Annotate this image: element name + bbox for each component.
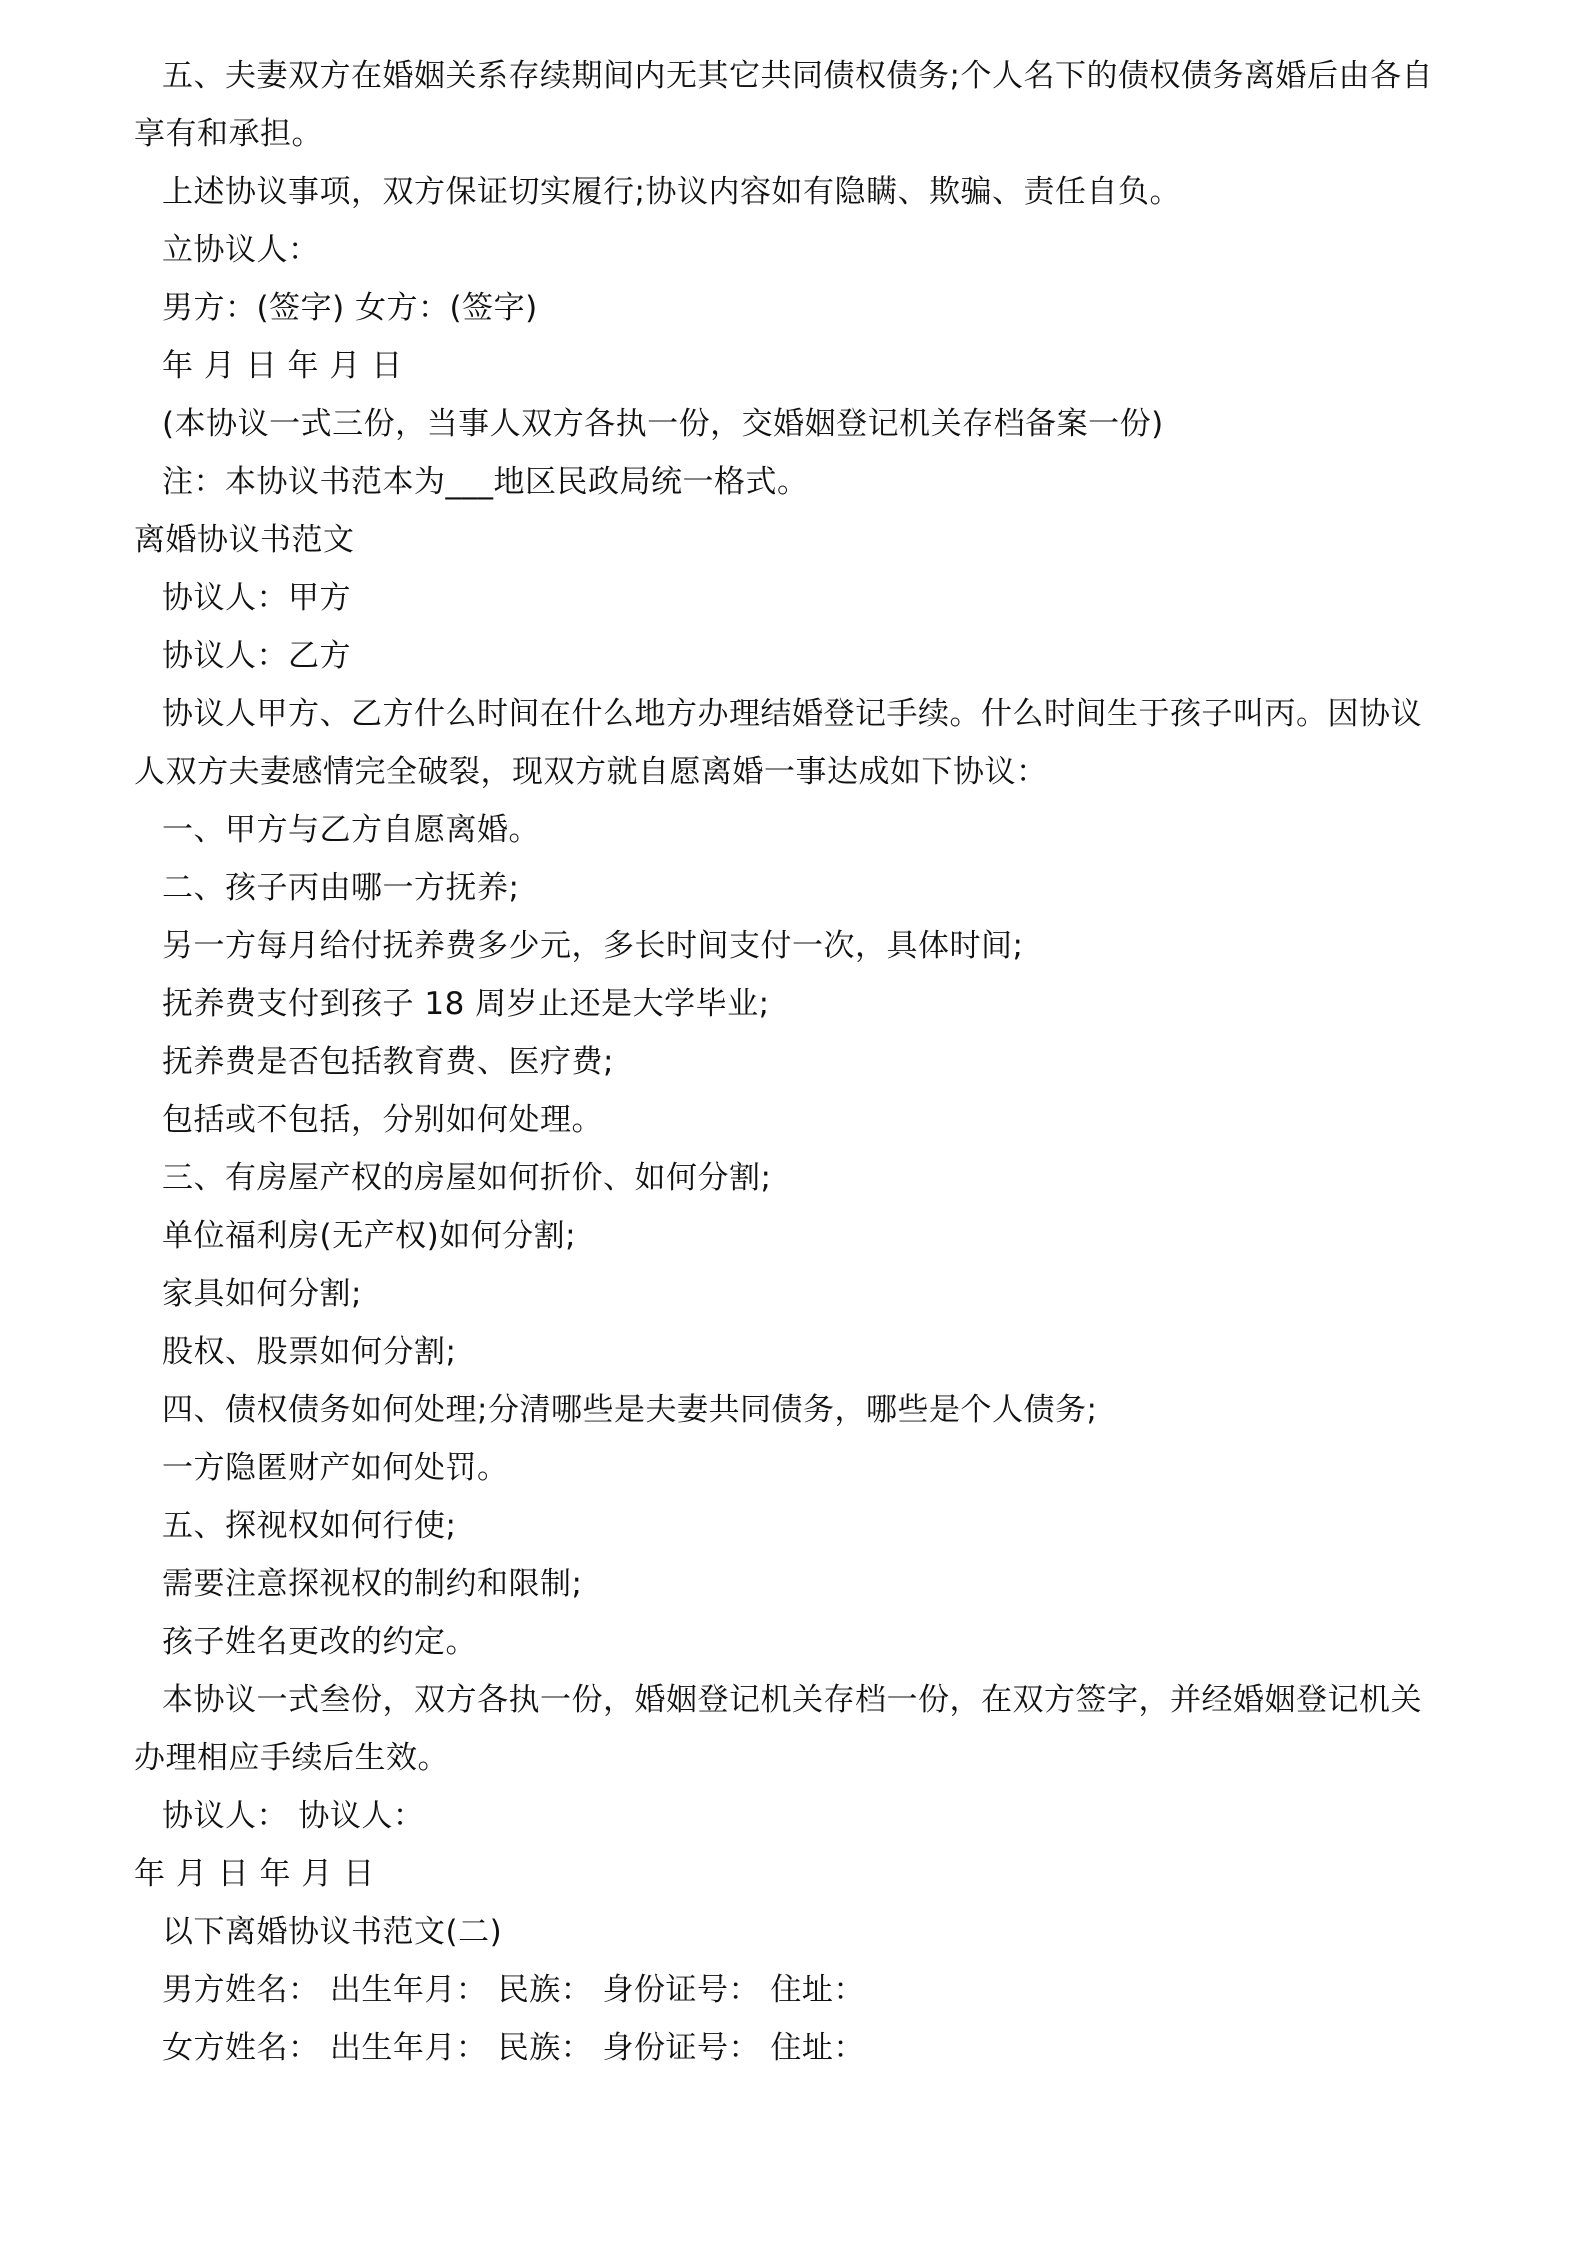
- section-heading: 离婚协议书范文: [134, 522, 355, 558]
- text-line: 享有和承担。: [134, 116, 323, 152]
- text-line: 年 月 日 年 月 日: [162, 348, 403, 384]
- text-line: 协议人：乙方: [162, 638, 351, 674]
- text-line: 上述协议事项，双方保证切实履行;协议内容如有隐瞒、欺骗、责任自负。: [162, 174, 1181, 210]
- text-line: 家具如何分割;: [162, 1276, 362, 1312]
- text-line: 四、债权债务如何处理;分清哪些是夫妻共同债务，哪些是个人债务;: [162, 1392, 1098, 1428]
- text-line: 抚养费是否包括教育费、医疗费;: [162, 1044, 614, 1080]
- text-line: 五、探视权如何行使;: [162, 1508, 457, 1544]
- text-line: 包括或不包括，分别如何处理。: [162, 1102, 603, 1138]
- text-line: 抚养费支付到孩子 18 周岁止还是大学毕业;: [162, 986, 770, 1022]
- text-line: 孩子姓名更改的约定。: [162, 1624, 477, 1660]
- text-line: 一方隐匿财产如何处罚。: [162, 1450, 509, 1486]
- text-line: 男方姓名： 出生年月： 民族： 身份证号： 住址：: [162, 1972, 865, 2008]
- text-line: 另一方每月给付抚养费多少元，多长时间支付一次，具体时间;: [162, 928, 1024, 964]
- text-line: 一、甲方与乙方自愿离婚。: [162, 812, 540, 848]
- text-line: 协议人：甲方: [162, 580, 351, 616]
- text-line: 以下离婚协议书范文(二): [162, 1914, 503, 1950]
- text-line: 人双方夫妻感情完全破裂，现双方就自愿离婚一事达成如下协议：: [134, 754, 1048, 790]
- text-line: 女方姓名： 出生年月： 民族： 身份证号： 住址：: [162, 2030, 865, 2066]
- text-line: 本协议一式叁份，双方各执一份，婚姻登记机关存档一份，在双方签字，并经婚姻登记机关: [162, 1682, 1422, 1718]
- text-line: 协议人甲方、乙方什么时间在什么地方办理结婚登记手续。什么时间生于孩子叫丙。因协议: [162, 696, 1422, 732]
- text-line: 五、夫妻双方在婚姻关系存续期间内无其它共同债权债务;个人名下的债权债务离婚后由各自: [162, 58, 1433, 94]
- text-line: 股权、股票如何分割;: [162, 1334, 457, 1370]
- text-line: 立协议人：: [162, 232, 320, 268]
- text-line: 男方：(签字) 女方：(签字): [162, 290, 538, 326]
- text-line: (本协议一式三份，当事人双方各执一份，交婚姻登记机关存档备案一份): [162, 406, 1164, 442]
- text-line: 注：本协议书范本为___地区民政局统一格式。: [162, 464, 809, 500]
- text-line: 办理相应手续后生效。: [134, 1740, 449, 1776]
- text-line: 年 月 日 年 月 日: [134, 1856, 375, 1892]
- text-line: 二、孩子丙由哪一方抚养;: [162, 870, 520, 906]
- text-line: 需要注意探视权的制约和限制;: [162, 1566, 583, 1602]
- text-line: 三、有房屋产权的房屋如何折价、如何分割;: [162, 1160, 772, 1196]
- text-line: 协议人： 协议人：: [162, 1798, 425, 1834]
- text-line: 单位福利房(无产权)如何分割;: [162, 1218, 577, 1254]
